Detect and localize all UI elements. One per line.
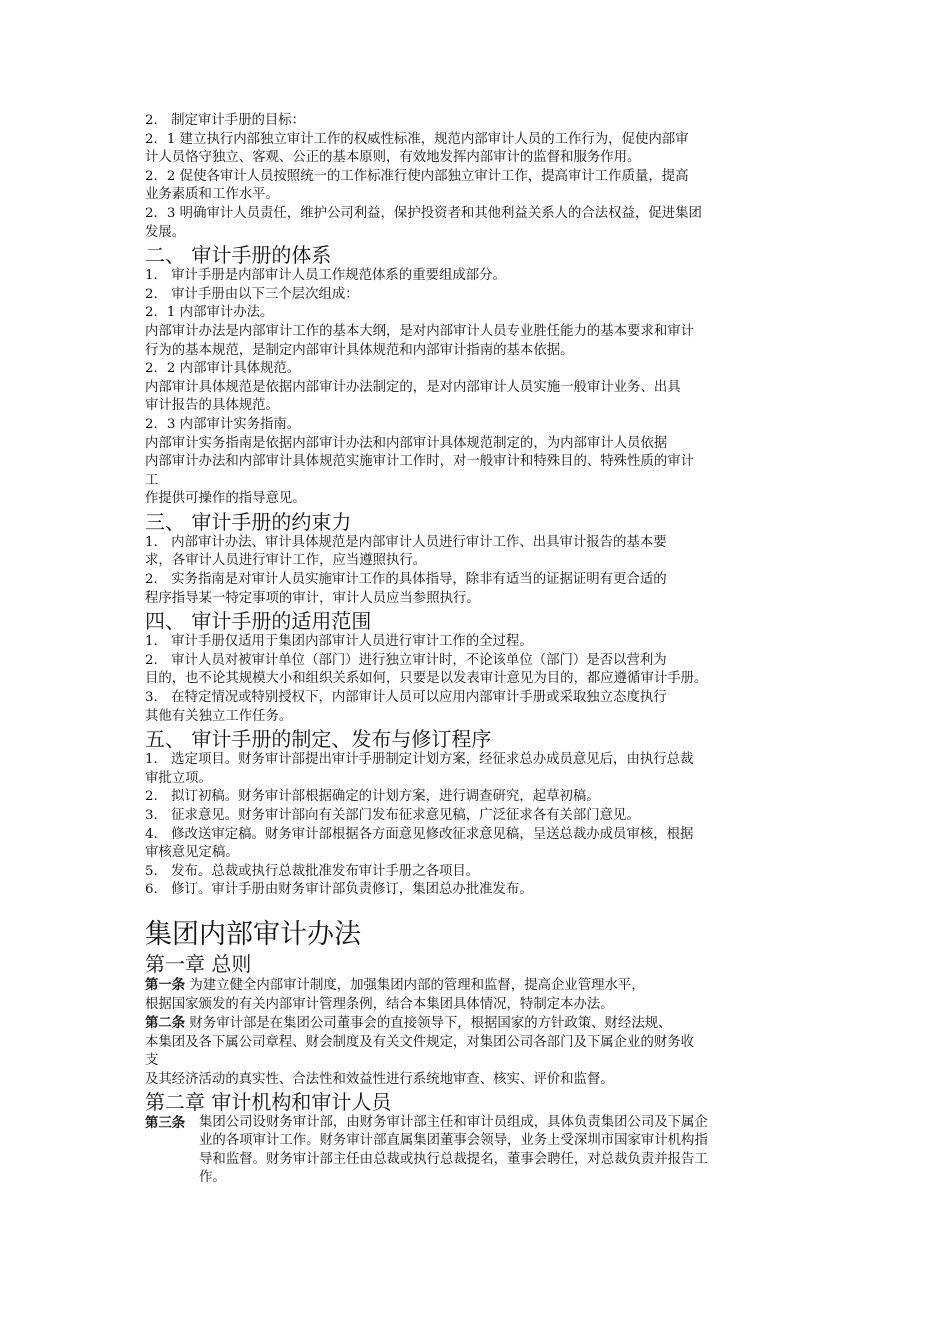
paragraph: 2．1 建立执行内部独立审计工作的权威性标准，规范内部审计人员的工作行为，促使内部审 计人员恪守独立、客观、公正的基本原则，有效地发挥内部审计的监督和服务作用。: [145, 131, 689, 166]
paragraph: 6． 修订。审计手册由财务审计部负责修订，集团总办批准发布。: [145, 882, 533, 898]
spacer: [145, 900, 810, 918]
paragraph: 2．1 内部审计办法。: [145, 305, 274, 321]
paragraph: 1． 审计手册是内部审计人员工作规范体系的重要组成部分。: [145, 268, 506, 284]
section-scope: [145, 609, 810, 726]
document-page: [145, 112, 810, 1188]
paragraph: 3． 在特定情况或特别授权下，内部审计人员可以应用内部审计手册或采取独立态度执行 其他有关独立工作任务。: [145, 690, 667, 724]
chapter-heading: 第一章 总则: [145, 951, 252, 976]
paragraph: 5． 发布。总裁或执行总裁批准发布审计手册之各项目。: [145, 863, 480, 879]
paragraph: 1． 审计手册仅适用于集团内部审计人员进行审计工作的全过程。: [145, 634, 533, 650]
paragraph: 4． 修改送审定稿。财务审计部根据各方面意见修改征求意见稿，呈送总裁办成员审核，根据 审核意见定稿。: [145, 826, 694, 861]
paragraph: 2． 审计手册由以下三个层次组成：: [145, 286, 359, 302]
paragraph: 1． 内部审计办法、审计具体规范是内部审计人员进行审计工作、出具审计报告的基本要 求，各审计人员进行审计工作，应当遵照执行。: [145, 534, 667, 569]
paragraph: 内部审计实务指南是依据内部审计办法和内部审计具体规范制定的，为内部审计人员依据 内部审计办法和内部审计具体规范实施审计工作时，对一般审计和特殊目的、特殊性质的审计 工 作提供可操作的指导意见。: [145, 435, 695, 507]
paragraph: 2．2 内部审计具体规范。: [145, 361, 301, 377]
paragraph: 1． 选定项目。财务审计部提出审计手册制定计划方案，经征求总办成员意见后，由执行总裁 审批立项。: [145, 752, 694, 786]
article-label: 第二条: [145, 1015, 186, 1032]
paragraph: 2． 制定审计手册的目标：: [145, 113, 306, 128]
article-paragraph: [145, 976, 810, 1014]
article-text: 为建立健全内部审计制度，加强集团内部的管理和监督，提高企业管理水平， 根据国家颁发的有关内部审计管理条例，结合本集团具体情况，特制定本办法。: [145, 977, 645, 1012]
paragraph: 2． 审计人员对被审计单位（部门）进行独立审计时，不论该单位（部门）是否以营利为 目的，也不论其规模大小和组织关系如何，只要是以发表审计意见为目的，都应遵循审计手册。: [145, 652, 708, 687]
paragraph: 2．3 明确审计人员责任，维护公司利益，保护投资者和其他利益关系人的合法权益，促进集团 发展。: [145, 205, 702, 240]
paragraph: 内部审计办法是内部审计工作的基本大纲，是对内部审计人员专业胜任能力的基本要求和审计 行为的基本规范，是制定内部审计具体规范和内部审计指南的基本依据。: [145, 323, 695, 358]
paragraph: 2． 实务指南是对审计人员实施审计工作的具体指导，除非有适当的证据证明有更合适的 程序指导某一特定事项的审计，审计人员应当参照执行。: [145, 572, 667, 606]
paragraph: 2． 拟订初稿。财务审计部根据确定的计划方案，进行调查研究，起草初稿。: [145, 789, 600, 805]
section-objectives: [145, 112, 810, 242]
paragraph: 内部审计具体规范是依据内部审计办法制定的，是对内部审计人员实施一般审计业务、出具 审计报告的具体规范。: [145, 379, 681, 414]
article-paragraph: [145, 1114, 810, 1188]
article-text: 集团公司设财务审计部，由财务审计部主任和审计员组成，具体负责集团公司及下属企 业的各项审计工作。财务审计部直属集团董事会领导，业务上受深圳市国家审计机构指 导和监督。财务审计部主任由总裁或执行总裁提名，董事会聘任，对总裁负责并报告工 作。: [199, 1114, 708, 1186]
article-label: 第一条: [145, 976, 186, 993]
paragraph: 3． 征求意见。财务审计部向有关部门发布征求意见稿，广泛征求各有关部门意见。: [145, 808, 640, 823]
article-label: 第三条: [145, 1114, 186, 1131]
document-title: 集团内部审计办法: [145, 918, 361, 950]
section-heading: 四、 审计手册的适用范围: [145, 609, 372, 634]
section-heading: 三、 审计手册的约束力: [145, 509, 352, 534]
article-text: 财务审计部是在集团公司董事会的直接领导下，根据国家的方针政策、财经法规、 本集团及各下属公司章程、财会制度及有关文件规定，对集团公司各部门及下属企业的财务收 支 及其经济活动的真实性、合法性和效益性进行系统地审查、核实、评价和监督。: [145, 1016, 695, 1087]
section-binding-force: [145, 510, 810, 608]
chapter-heading: 第二章 审计机构和审计人员: [145, 1089, 392, 1114]
article-paragraph: [145, 1014, 810, 1089]
section-heading: 二、 审计手册的体系: [145, 243, 332, 268]
section-system: [145, 243, 810, 509]
audit-measures-document: [145, 918, 810, 1188]
section-heading: 五、 审计手册的制定、发布与修订程序: [145, 727, 492, 752]
paragraph: 2．3 内部审计实务指南。: [145, 416, 301, 432]
section-procedure: [145, 727, 810, 900]
paragraph: 2．2 促使各审计人员按照统一的工作标准行使内部独立审计工作，提高审计工作质量，提高 业务素质和工作水平。: [145, 168, 689, 203]
